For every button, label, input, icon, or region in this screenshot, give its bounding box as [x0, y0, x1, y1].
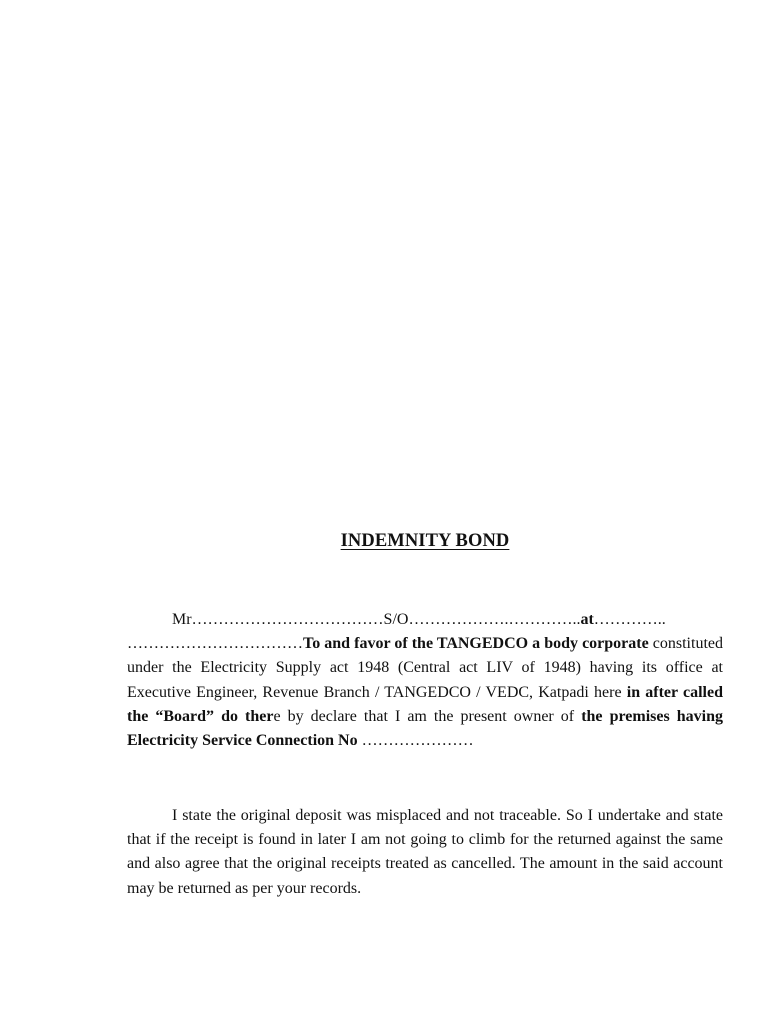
premises-clause: the premises having Electricity Service Connection No — [127, 707, 723, 750]
declaration-paragraph — [127, 608, 723, 753]
address-blank: ………….. — [593, 611, 666, 628]
undertaking-text: I state the original deposit was misplaced and not traceable. So I undertake and state that if the receipt is found in later I am not going to climb for the returned against the same and also agree that the original receipts treated as cancelled. The amount in the said account may be returned as per your records. — [127, 807, 723, 897]
to-favor-clause: To and favor of the TANGEDCO a body corporate — [303, 635, 649, 653]
connection-number-blank: ………………… — [357, 732, 474, 750]
at-label: at — [580, 611, 594, 628]
owner-declaration-text: e by declare that I am the present owner of — [273, 707, 582, 725]
constitution-text: constituted under the Electricity Supply act 1948 (Central act LIV of 1948) having its office at Executive Engineer, Revenue Branch / TANGEDCO / VEDC, Katpadi here — [127, 635, 723, 701]
address-blank-continued: …………………………… — [127, 635, 303, 653]
board-clause: in after called the “Board” do ther — [127, 683, 724, 725]
undertaking-paragraph — [127, 804, 723, 901]
document-title: INDEMNITY BOND — [340, 531, 510, 551]
name-relation-blanks: Mr………………………………S/O……………….………….. — [172, 611, 581, 628]
